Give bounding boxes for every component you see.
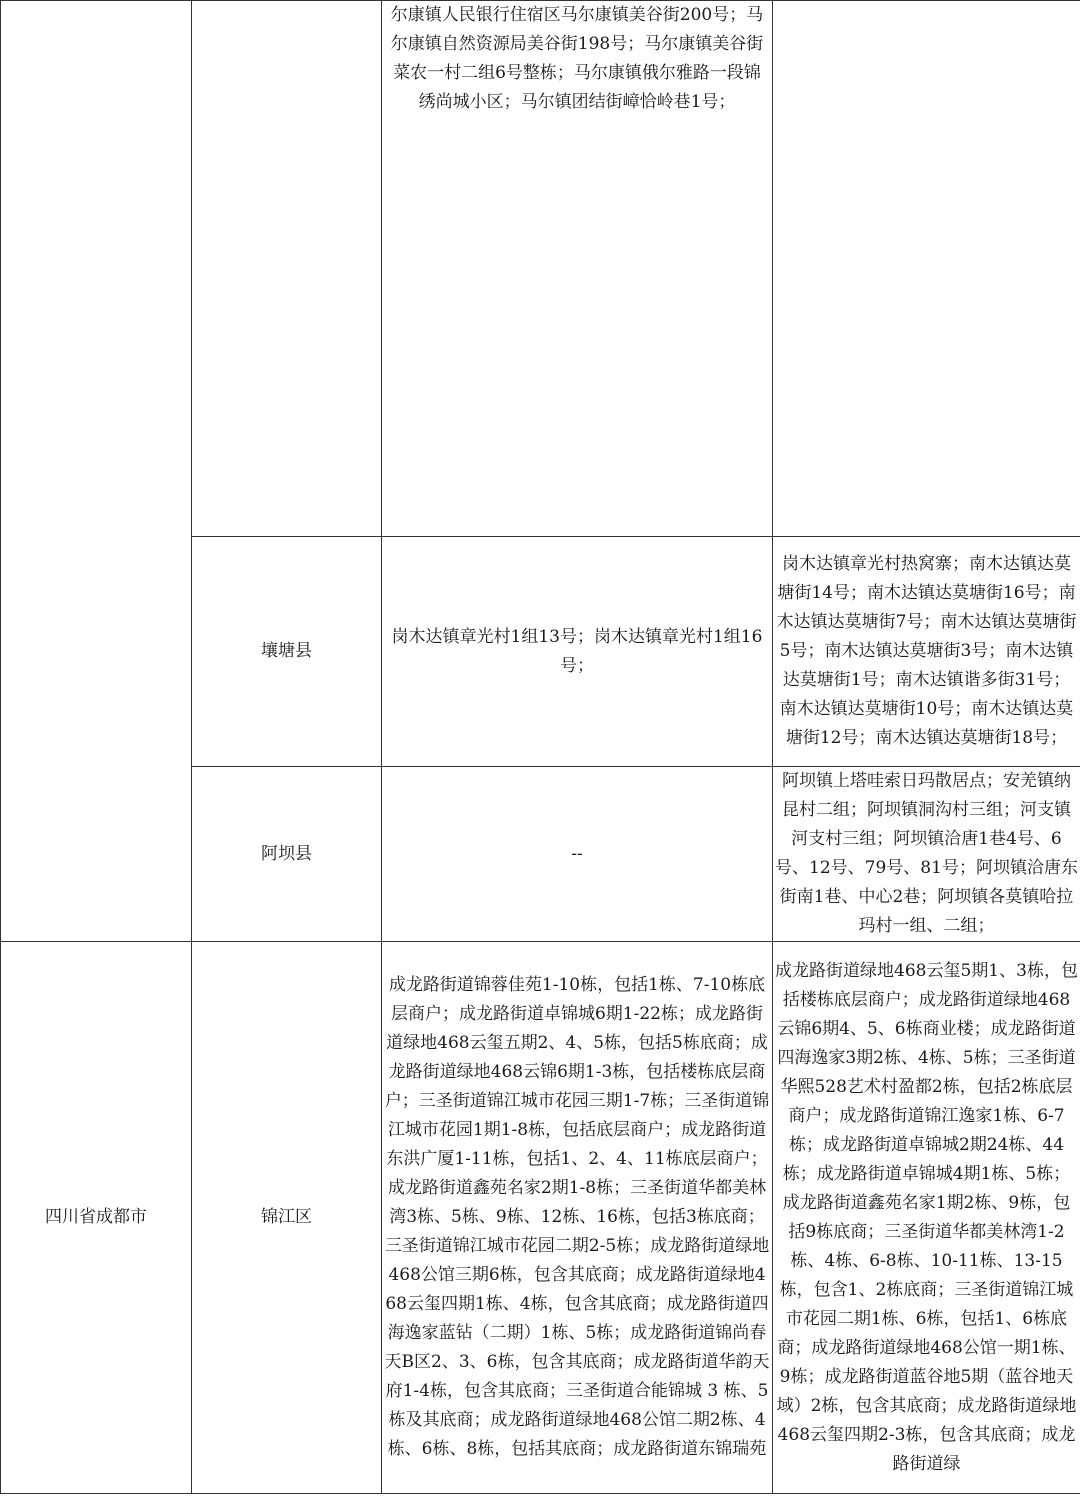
table-row — [1, 1, 1080, 537]
county-cell — [192, 1, 382, 537]
county-cell: 壤塘县 — [192, 537, 382, 767]
address-cell-2: 成龙路街道绿地468云玺5期1、3栋，包括楼栋底层商户；成龙路街道绿地468云锦6期4、5、6栋商业楼；成龙路街道四海逸家3期2栋、4栋、5栋；三圣街道华熙528艺术村盈都2栋，包括2栋底层商户；成龙路街道锦江逸家1栋、6-7栋；成龙路街道卓锦城2期24栋、44栋；成龙路街道卓锦城4期1栋、5栋；成龙路街道鑫苑名家1期2栋、9栋，包括9栋底商；三圣街道华都美林湾1-2栋、4栋、6-8栋、10-11栋、13-15栋，包含1、2栋底商；三圣街道锦江城市花园二期1栋、6栋，包括1、6栋底商；成龙路街道绿地468公馆一期1栋、9栋；成龙路街道蓝谷地5期（蓝谷地天域）2栋，包含其底商；成龙路街道绿地468云玺四期2-3栋，包含其底商；成龙路街道绿 — [773, 942, 1080, 1494]
address-cell-2: 阿坝镇上塔哇索日玛散居点；安羌镇纳昆村二组；阿坝镇洞沟村三组；河支镇河支村三组；阿坝镇洽唐1巷4号、6号、12号、79号、81号；阿坝镇洽唐东街南1巷、中心2巷；阿坝镇各莫镇哈拉玛村一组、二组； — [773, 767, 1080, 942]
county-cell: 锦江区 — [192, 942, 382, 1494]
address-cell: -- — [382, 767, 773, 942]
city-cell — [1, 1, 192, 942]
city-cell: 四川省成都市 — [1, 942, 192, 1494]
address-cell-2 — [773, 1, 1080, 537]
address-cell-2: 岗木达镇章光村热窝寨；南木达镇达莫塘街14号；南木达镇达莫塘街16号；南木达镇达莫塘街7号；南木达镇达莫塘街5号；南木达镇达莫塘街3号；南木达镇达莫塘街1号；南木达镇谐多街31号；南木达镇达莫塘街10号；南木达镇达莫塘街12号；南木达镇达莫塘街18号； — [773, 537, 1080, 767]
county-cell: 阿坝县 — [192, 767, 382, 942]
address-cell: 岗木达镇章光村1组13号；岗木达镇章光村1组16号； — [382, 537, 773, 767]
address-cell: 尔康镇人民银行住宿区马尔康镇美谷街200号；马尔康镇自然资源局美谷街198号；马尔康镇美谷街菜农一村二组6号整栋；马尔康镇俄尔雅路一段锦绣尚城小区；马尔镇团结街嶂恰岭巷1号； — [382, 1, 773, 537]
address-cell: 成龙路街道锦蓉佳苑1-10栋，包括1栋、7-10栋底层商户；成龙路街道卓锦城6期1-22栋；成龙路街道绿地468云玺五期2、4、5栋，包括5栋底商；成龙路街道绿地468云锦6期1-3栋，包括楼栋底层商户；三圣街道锦江城市花园三期1-7栋；三圣街道锦江城市花园1期1-8栋，包括底层商户；成龙路街道东洪广厦1-11栋，包括1、2、4、11栋底层商户；成龙路街道鑫苑名家2期1-8栋；三圣街道华都美林湾3栋、5栋、9栋、12栋、16栋，包括3栋底商；三圣街道锦江城市花园二期2-5栋；成龙路街道绿地468公馆三期6栋，包含其底商；成龙路街道绿地468云玺四期1栋、4栋，包含其底商；成龙路街道四海逸家蓝钻（二期）1栋、5栋；成龙路街道锦尚春天B区2、3、6栋，包含其底商；成龙路街道华韵天府1-4栋，包含其底商；三圣街道合能锦城 3 栋、5 栋及其底商；成龙路街道绿地468公馆二期2栋、4栋、6栋、8栋，包括其底商；成龙路街道东锦瑞苑 — [382, 942, 773, 1494]
table-row — [1, 942, 1080, 1494]
